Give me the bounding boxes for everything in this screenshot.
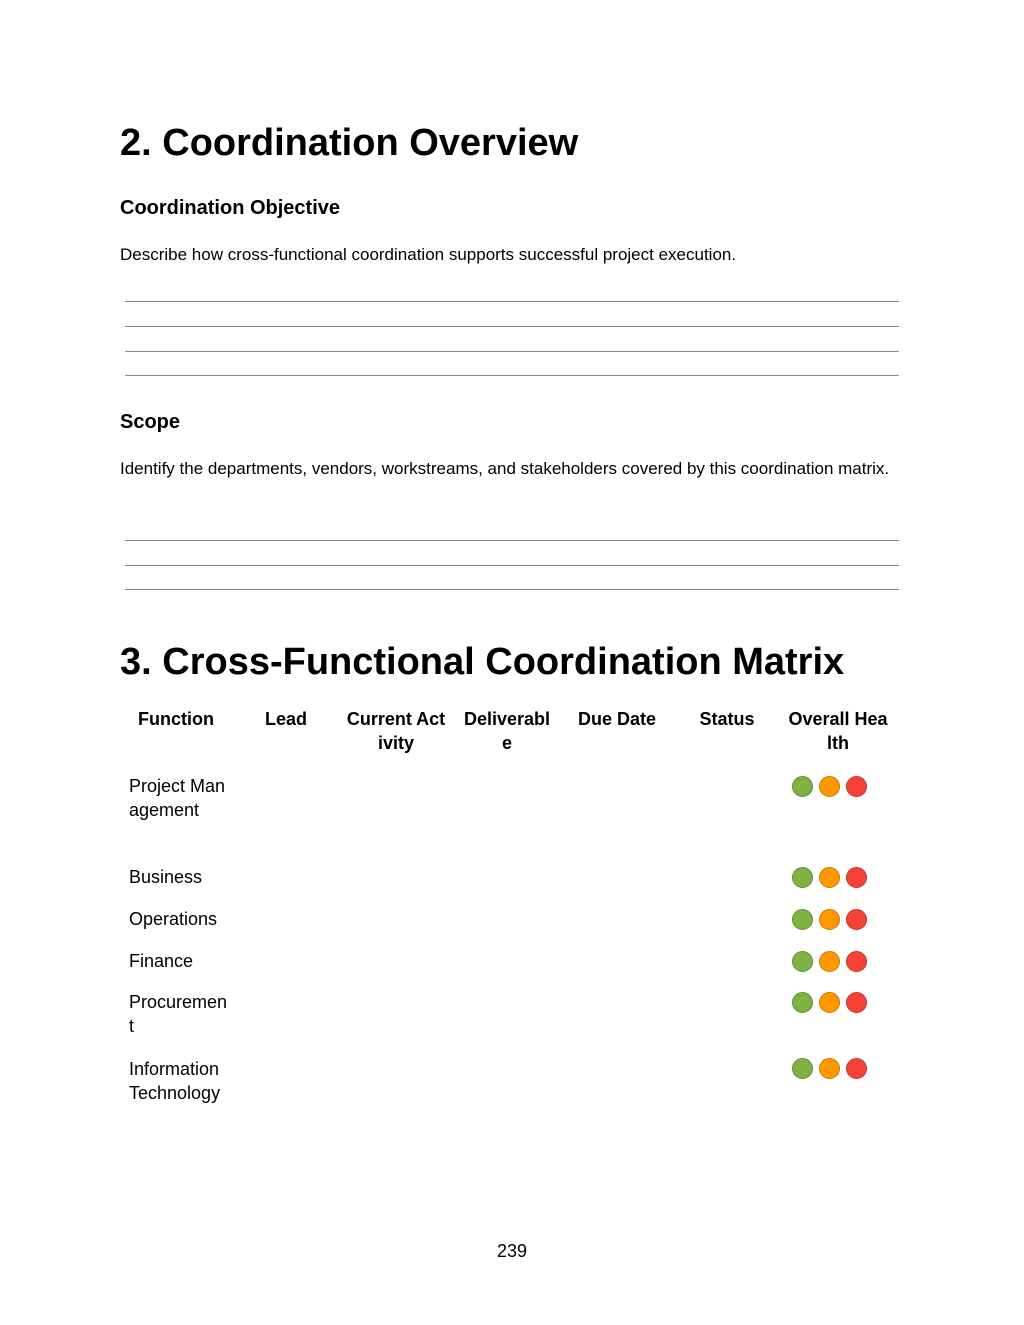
green-status-icon bbox=[792, 909, 813, 930]
column-header-lead: Lead bbox=[264, 709, 307, 729]
section-3-title: 3. Cross-Functional Coordination Matrix bbox=[120, 641, 845, 683]
orange-status-icon bbox=[819, 776, 840, 797]
write-in-line bbox=[125, 565, 899, 566]
red-status-icon bbox=[846, 1058, 867, 1079]
coordination-objective-text: Describe how cross-functional coordination supports successful project execution. bbox=[120, 245, 737, 264]
function-cell: Procurement bbox=[129, 992, 228, 1036]
green-status-icon bbox=[792, 867, 813, 888]
write-in-line bbox=[125, 375, 899, 376]
scope-text: Identify the departments, vendors, workstreams, and stakeholders covered by this coordination matrix. bbox=[120, 459, 890, 478]
function-cell: Information Technology bbox=[129, 1059, 221, 1103]
write-in-line bbox=[125, 351, 899, 352]
green-status-icon bbox=[792, 992, 813, 1013]
function-cell: Operations bbox=[129, 909, 218, 929]
overall-health-indicator bbox=[792, 992, 882, 1014]
function-cell: Business bbox=[129, 867, 203, 887]
orange-status-icon bbox=[819, 992, 840, 1013]
column-header-current-activity: Current Activity bbox=[346, 709, 446, 753]
column-header-function: Function bbox=[138, 709, 214, 729]
green-status-icon bbox=[792, 1058, 813, 1079]
orange-status-icon bbox=[819, 1058, 840, 1079]
orange-status-icon bbox=[819, 867, 840, 888]
coordination-objective-heading: Coordination Objective bbox=[120, 197, 341, 219]
red-status-icon bbox=[846, 992, 867, 1013]
overall-health-indicator bbox=[792, 909, 882, 931]
column-header-deliverable: Deliverable bbox=[463, 709, 551, 753]
section-2-title: 2. Coordination Overview bbox=[120, 122, 579, 164]
orange-status-icon bbox=[819, 909, 840, 930]
red-status-icon bbox=[846, 909, 867, 930]
red-status-icon bbox=[846, 776, 867, 797]
overall-health-indicator bbox=[792, 776, 882, 798]
red-status-icon bbox=[846, 867, 867, 888]
page-number: 239 bbox=[496, 1241, 528, 1261]
column-header-status: Status bbox=[699, 709, 755, 729]
write-in-line bbox=[125, 301, 899, 302]
overall-health-indicator bbox=[792, 951, 882, 973]
overall-health-indicator bbox=[792, 867, 882, 889]
function-cell: Project Management bbox=[129, 776, 226, 820]
green-status-icon bbox=[792, 951, 813, 972]
write-in-line bbox=[125, 589, 899, 590]
scope-heading: Scope bbox=[120, 411, 181, 433]
overall-health-indicator bbox=[792, 1058, 882, 1080]
column-header-due-date: Due Date bbox=[577, 709, 657, 729]
write-in-line bbox=[125, 540, 899, 541]
red-status-icon bbox=[846, 951, 867, 972]
column-header-overall-health: Overall Health bbox=[788, 709, 888, 753]
green-status-icon bbox=[792, 776, 813, 797]
orange-status-icon bbox=[819, 951, 840, 972]
write-in-line bbox=[125, 326, 899, 327]
function-cell: Finance bbox=[129, 951, 194, 971]
